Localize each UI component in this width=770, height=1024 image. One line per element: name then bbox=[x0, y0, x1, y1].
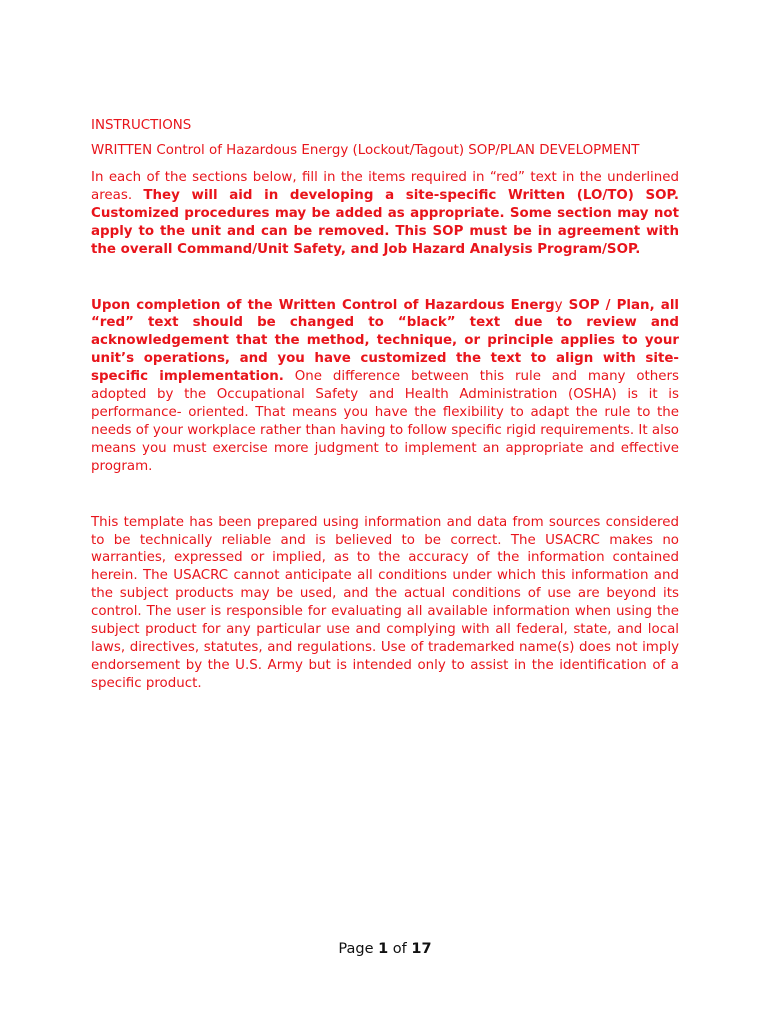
fill-in-instructions-emphasis: They will aid in developing a site-specific Written (LO/TO) SOP. Customized procedures may be added as appropriate. Some section may not apply to the unit and can be removed. This SOP must be in agreement with the overall Command/Unit Safety, and Job Hazard Analysis Program/SOP. bbox=[91, 187, 679, 257]
total-pages: 17 bbox=[411, 941, 432, 957]
completion-emphasis-part-2: SOP / Plan, all “red” text should be changed to “black” text due to review and acknowledgement that the method, technique, or principle applies to your unit’s operations, and you have customized the text to align with site-specific implementation. bbox=[91, 297, 680, 385]
performance-oriented-text: One difference between this rule and many others adopted by the Occupational Safety and Health Administration (OSHA) is it is performance- oriented. That means you have the flexibility to adapt the rule to the needs of your workplace rather than having to follow specific rigid requirements. It also means you must exercise more judgment to implement an appropriate and effective program. bbox=[91, 369, 679, 474]
fill-in-instructions-paragraph bbox=[91, 169, 679, 259]
page-content bbox=[91, 117, 679, 693]
completion-normal-letter: y bbox=[554, 297, 563, 313]
page-number: 1 bbox=[378, 941, 389, 957]
completion-emphasis-part-1: Upon completion of the Written Control of Hazardous Energ bbox=[91, 297, 555, 313]
page-label: Page bbox=[338, 941, 379, 957]
completion-instructions-paragraph bbox=[91, 297, 679, 476]
document-title: WRITTEN Control of Hazardous Energy (Lockout/Tagout) SOP/PLAN DEVELOPMENT bbox=[91, 143, 640, 158]
page-footer bbox=[0, 941, 770, 957]
disclaimer-paragraph: This template has been prepared using information and data from sources considered to be technically reliable and is believed to be correct. The USACRC makes no warranties, expressed or implied, as to the accuracy of the information contained herein. The USACRC cannot anticipate all conditions under which this information and the subject products may be used, and the actual conditions of use are beyond its control. The user is responsible for evaluating all available information when using the subject product for any particular use and complying with all federal, state, and local laws, directives, statutes, and regulations. Use of trademarked name(s) does not imply endorsement by the U.S. Army but is intended only to assist in the identification of a specific product. bbox=[91, 514, 679, 691]
instructions-heading: INSTRUCTIONS bbox=[91, 118, 192, 133]
fill-in-instructions-text: In each of the sections below, fill in the items required in “red” text in the underlined areas. bbox=[91, 170, 679, 203]
of-label: of bbox=[388, 941, 412, 957]
